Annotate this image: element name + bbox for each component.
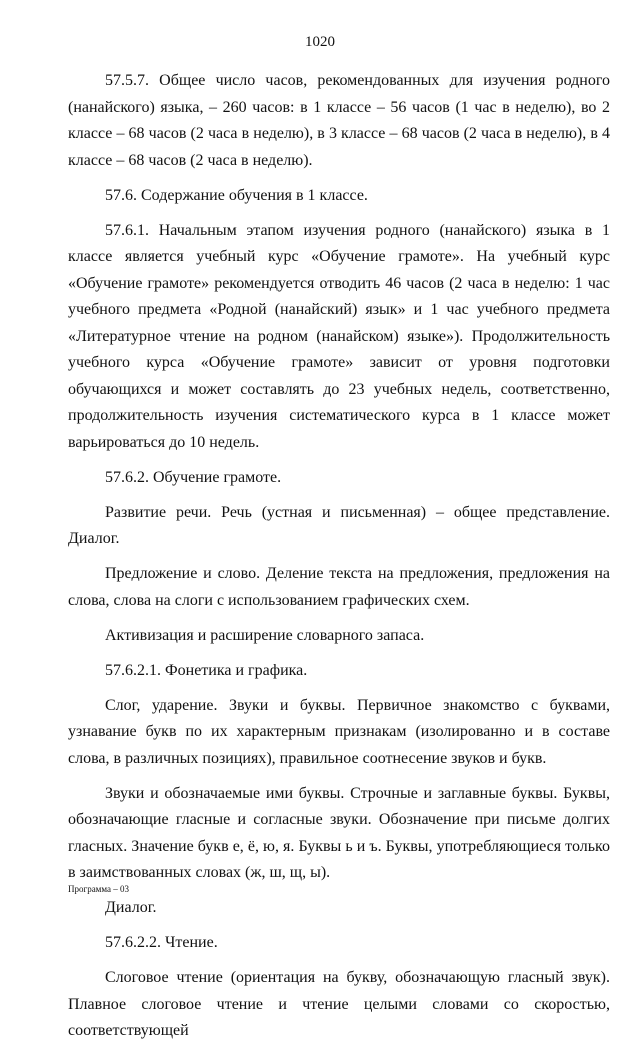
paragraph-speech-development: Развитие речи. Речь (устная и письменная) – общее представление. Диалог. [68,503,610,547]
paragraph-literacy-course: 57.6.1. Начальным этапом изучения родного (нанайского) языка в 1 классе является учебный курс «Обучение грамоте». На учебный курс «Обучение грамоте» рекомендуется отводить 46 часов (2 часа в неделю: 1 час учебного предмета «Родной (нанайский) язык» и 1 час учебного предмета «Литературное чтение на родном (нанайском) языке»). Продолжительность учебного курса «Обучение грамоте» зависит от уровня подготовки обучающихся и может составлять до 23 учебных недель, соответственно, продолжительность изучения систематического курса в 1 классе может варьироваться до 10 недель. [68,221,610,451]
paragraph-vocabulary: Активизация и расширение словарного запаса. [105,626,425,644]
paragraph-hours-total: 57.5.7. Общее число часов, рекомендованных для изучения родного (нанайского) языка, – 260 часов: в 1 классе – 56 часов (1 час в неделю), во 2 классе – 68 часов (2 часа в неделю), в 3 классе – 68 часов (2 часа в неделю), в 4 классе – 68 часов (2 часа в неделю). [68,72,610,169]
paragraph-syllable-reading: Слоговое чтение (ориентация на букву, обозначающую гласный звук). Плавное слоговое чтение и чтение целыми словами со скоростью, соответствующей [68,969,610,1039]
paragraph-dialogue: Диалог. [105,899,157,916]
document-body [68,68,610,1045]
heading-phonetics-graphics: 57.6.2.1. Фонетика и графика. [105,661,308,679]
heading-literacy-training: 57.6.2. Обучение грамоте. [105,468,282,486]
paragraph-sentence-and-word: Предложение и слово. Деление текста на предложения, предложения на слова, слова на слоги с использованием графических схем. [68,565,610,609]
page-footer: Программа – 03 [68,884,130,894]
heading-grade1-content: 57.6. Содержание обучения в 1 классе. [105,186,368,204]
page-number: 1020 [305,34,335,50]
heading-reading: 57.6.2.2. Чтение. [105,934,218,951]
paragraph-syllable-stress: Слог, ударение. Звуки и буквы. Первичное знакомство с буквами, узнавание букв по их характерным признакам (изолированно и в составе слова, в различных позициях), правильное соотнесение звуков и букв. [68,696,610,767]
paragraph-sounds-letters: Звуки и обозначаемые ими буквы. Строчные и заглавные буквы. Буквы, обозначающие гласные и согласные звуки. Обозначение при письме долгих гласных. Значение букв е, ё, ю, я. Буквы ь и ъ. Буквы, употребляющиеся только в заимствованных словах (ж, ш, щ, ы). [68,784,610,881]
